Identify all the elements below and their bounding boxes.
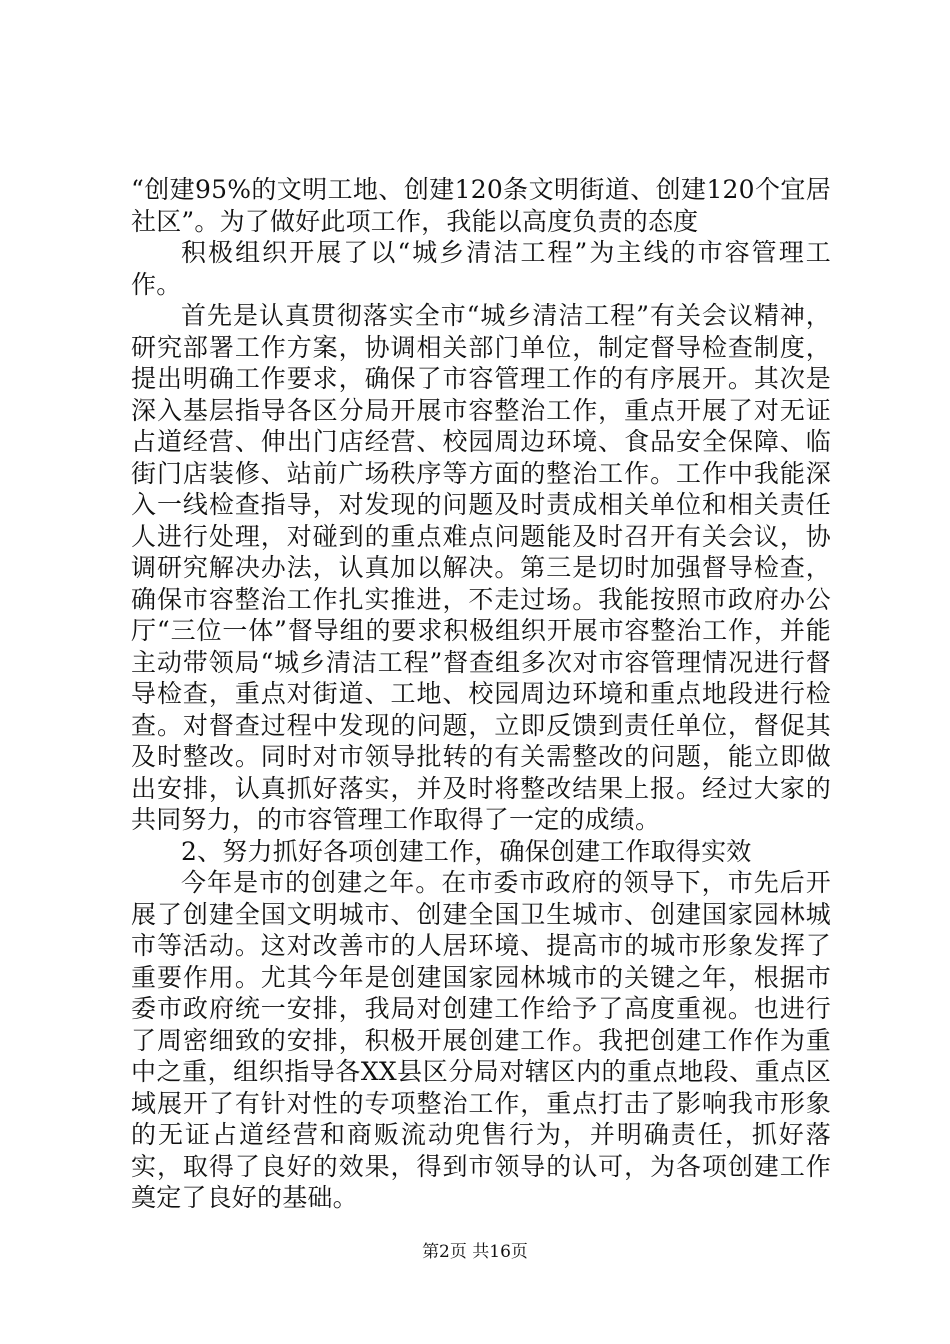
- paragraph-continuation: “创建95%的文明工地、创建120条文明街道、创建120个宜居社区”。为了做好此项工作，我能以高度负责的态度: [131, 175, 831, 236]
- paragraph-cleaning-project: 积极组织开展了以“城乡清洁工程”为主线的市容管理工作。: [131, 238, 831, 299]
- section-heading-creation-work: 2、努力抓好各项创建工作，确保创建工作取得实效: [181, 836, 752, 866]
- paragraph-creation-year: 今年是市的创建之年。在市委市政府的领导下，市先后开展了创建全国文明城市、创建全国卫生城市、创建国家园林城市等活动。这对改善市的人居环境、提高市的城市形象发挥了重要作用。尤其今年是创建国家园林城市的关键之年，根据市委市政府统一安排，我局对创建工作给予了高度重视。也进行了周密细致的安排，积极开展创建工作。我把创建工作作为重中之重，组织指导各XX县区分局对辖区内的重点地段、重点区域展开了有针对性的专项整治工作，重点打击了影响我市形象的无证占道经营和商贩流动兜售行为，并明确责任，抓好落实，取得了良好的效果，得到市领导的认可，为各项创建工作奠定了良好的基础。: [131, 868, 831, 1212]
- paragraph-work-details: 首先是认真贯彻落实全市“城乡清洁工程”有关会议精神，研究部署工作方案，协调相关部门单位，制定督导检查制度，提出明确工作要求，确保了市容管理工作的有序展开。其次是深入基层指导各区分局开展市容整治工作，重点开展了对无证占道经营、伸出门店经营、校园周边环境、食品安全保障、临街门店装修、站前广场秩序等方面的整治工作。工作中我能深入一线检查指导，对发现的问题及时责成相关单位和相关责任人进行处理，对碰到的重点难点问题能及时召开有关会议，协调研究解决办法，认真加以解决。第三是切时加强督导检查，确保市容整治工作扎实推进，不走过场。我能按照市政府办公厅“三位一体”督导组的要求积极组织开展市容整治工作，并能主动带领局“城乡清洁工程”督查组多次对市容管理情况进行督导检查，重点对街道、工地、校园周边环境和重点地段进行检查。对督查过程中发现的问题，立即反馈到责任单位，督促其及时整改。同时对市领导批转的有关需整改的问题，能立即做出安排，认真抓好落实，并及时将整改结果上报。经过大家的共同努力，的市容管理工作取得了一定的成绩。: [131, 301, 831, 834]
- document-body: [131, 174, 831, 1214]
- page-number-footer: 第2页 共16页: [422, 1242, 528, 1262]
